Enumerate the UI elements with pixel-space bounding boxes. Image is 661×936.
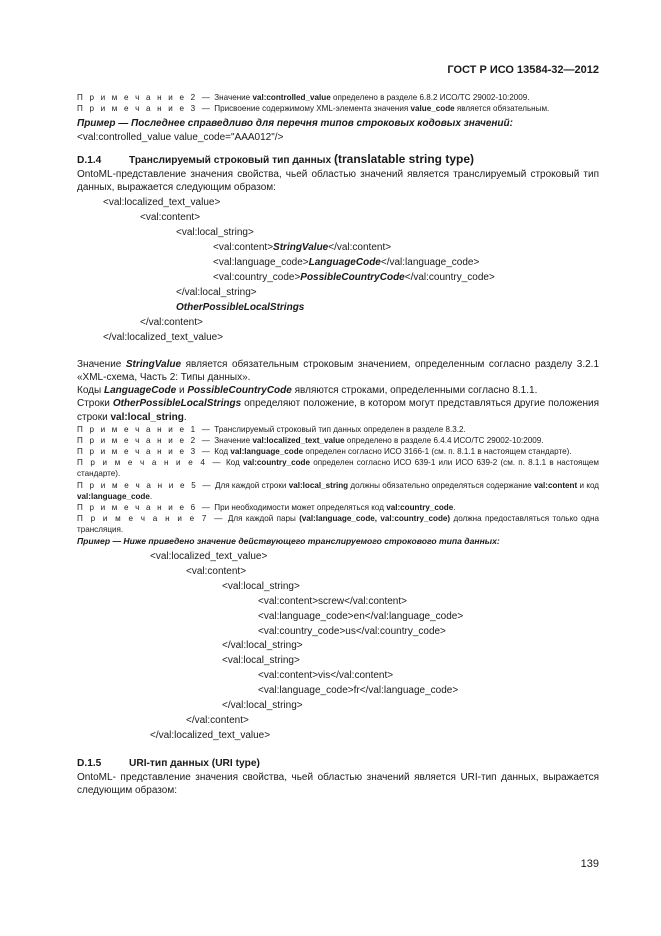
paragraph-other-strings: Строки OtherPossibleLocalStrings определяют положение, в котором могут представляться другие положения строки val:local_string. (77, 398, 599, 423)
code-line: <val:language_code>fr</val:language_code> (258, 685, 459, 697)
code-line: </val:content> (140, 316, 203, 328)
code-line: </val:localized_text_value> (150, 729, 271, 741)
code-block-example (77, 550, 599, 744)
note-3-language-code: П р и м е ч а н и е 3 — Код val:language_code определен согласно ИСО 3166-1 (см. п. 8.1.1 в настоящем стандарте). (77, 447, 572, 457)
code-line: <val:content> (140, 212, 201, 224)
note-6-optional-country: П р и м е ч а н и е 6 — При необходимости может определяться код val:country_code. (77, 502, 456, 512)
code-line: <val:country_code>PossibleCountryCode</val:country_code> (213, 272, 495, 284)
note-2-controlled-value: П р и м е ч а н и е 2 — Значение val:controlled_value определено в разделе 6.8.2 ИСО/ТС 29002-10:2009. (77, 93, 530, 102)
code-line: <val:local_string> (176, 227, 254, 239)
code-line: </val:content> (186, 714, 249, 726)
example-1-code: <val:controlled_value value_code="AAA012"/> (77, 131, 284, 143)
example-1-text: Пример — Последнее справедливо для перечня типов строковых кодовых значений: (77, 118, 513, 130)
code-line: <val:language_code>LanguageCode</val:language_code> (213, 257, 480, 269)
section-d15-intro: OntoML- представление значения свойства, чьей областью значений является URI-тип данных, выражается следующим образом: (77, 771, 599, 797)
note-2-localized-text: П р и м е ч а н и е 2 — Значение val:localized_text_value определено в разделе 6.4.4 ИСО/ТС 29002-10:2009. (77, 436, 544, 446)
code-line: <val:content>screw</val:content> (258, 595, 407, 607)
code-line: OtherPossibleLocalStrings (176, 301, 305, 313)
note-5-local-string: П р и м е ч а н и е 5 — Для каждой строки val:local_string должны обязательно определяться содержание val:content и код val:language_code. (77, 480, 600, 501)
code-line: <val:country_code>us</val:country_code> (258, 625, 446, 637)
code-line: <val:localized_text_value> (103, 197, 221, 209)
code-line: </val:localized_text_value> (103, 331, 224, 343)
example-2-text: Пример — Ниже приведено значение действующего транслируемого строкового типа данных: (77, 535, 500, 546)
note-4-country-code: П р и м е ч а н и е 4 — Код val:country_code определен согласно ИСО 639-1 или ИСО 639-2 (см. п. 8.1.1 в настоящем стандарте). (77, 458, 599, 479)
code-line: <val:local_string> (222, 580, 300, 592)
page-number: 139 (580, 858, 599, 870)
paragraph-stringvalue: Значение StringValue является обязательным строковым значением, определенным согласно разделу 3.2.1 «XML-схема, Часть 2: Типы данных». (77, 358, 600, 383)
code-line: <val:content> (186, 565, 247, 577)
note-7-single-translation: П р и м е ч а н и е 7 — Для каждой пары (val:language_code, val:country_code) должна предоставляться только одна трансляция. (77, 513, 599, 534)
standard-header: ГОСТ Р ИСО 13584-32—2012 (447, 64, 599, 76)
code-line: </val:local_string> (222, 640, 303, 652)
code-line: <val:local_string> (222, 655, 300, 667)
section-d14-intro: OntoML-представление значения свойства, чьей областью значений является транслируемый строковый тип данных, выражается следующим образом: (77, 168, 599, 194)
code-line: <val:content>vis</val:content> (258, 670, 394, 682)
section-d15-heading: D.1.5 URI-тип данных (URI type) (77, 757, 260, 769)
paragraph-codes: Коды LanguageCode и PossibleCountryCode являются строками, определенными согласно 8.1.1. (77, 385, 538, 397)
code-line: <val:localized_text_value> (150, 550, 268, 562)
code-line: </val:local_string> (222, 700, 303, 712)
note-3-value-code: П р и м е ч а н и е 3 — Присвоение содержимому XML-элемента значения value_code является обязательным. (77, 104, 550, 114)
section-d14-heading: D.1.4 Транслируемый строковый тип данных (translatable string type) (77, 151, 475, 166)
note-1-translatable: П р и м е ч а н и е 1 — Транслируемый строковый тип данных определен в разделе 8.3.2. (77, 425, 466, 435)
code-line: </val:local_string> (176, 286, 257, 298)
code-block-template (77, 196, 599, 345)
code-line: <val:content>StringValue</val:content> (213, 242, 392, 254)
code-line: <val:language_code>en</val:language_code> (258, 610, 464, 622)
page-content (77, 92, 599, 797)
